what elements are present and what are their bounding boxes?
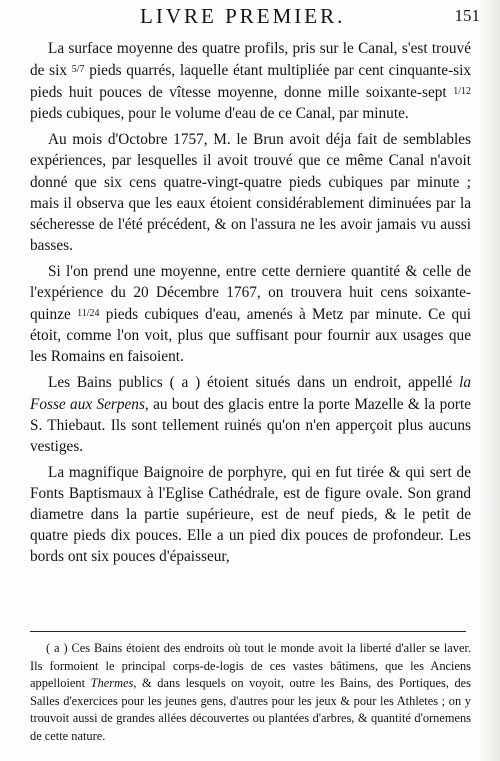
paragraph-4-text-a: Les Bains publics ( a ) étoient situés dans un endroit, appellé [48,374,453,392]
paragraph-1-text-c: pieds cubiques, pour le volume d'eau de ce Canal, par minute. [30,105,409,123]
footnote-text-a: ( a ) Ces Bains étoient des endroits où tout le monde avoit la liberté d'aller se laver. Ils formoient le principal corps-de-logis de ces vastes bâtimens, que les Anciens appelloient [30,641,471,690]
page-number: 151 [454,6,480,25]
footnote-italic-term: Thermes [90,676,134,690]
paragraph-4-text-b: , au bout des glacis entre la porte Mazelle & la porte S. Thiebaut. Ils sont tellement ruinés qu'on n'en apperçoit plus aucuns vestiges. [30,395,472,455]
footnote [30,640,471,745]
paragraph-5: La magnifique Baignoire de porphyre, qui en fut tirée & qui sert de Fonts Baptismaux à l'Eglise Cathédrale, est de figure ovale. Son grand diametre dans la partie supérieure, est de neuf pieds, & le petit de quatre pieds dix pouces. Elle a un pied dix pouces de profondeur. Les bords ont six pouces d'épaisseur, [30,463,471,566]
fraction-five-sevenths: 5/7 [71,64,85,76]
paragraph-3 [30,261,471,367]
body-text [30,38,471,572]
footnote-divider [30,631,466,632]
paragraph-1-text-a: La surface moyenne des quatre profils, pris sur le Canal, s'est trouvé de six [30,40,471,80]
place-name-italic: la Fosse aux Serpens [30,374,471,413]
running-head: LIVRE PREMIER. [140,4,346,28]
page-header [30,4,480,34]
paragraph-1 [30,38,471,124]
paragraph-1-text-b: pieds quarrés, laquelle étant multipliée par cent cinquante-six pieds huit pouces de vîtesse moyenne, donne mille soixante-sept [30,62,472,102]
page-edge-shadow [478,0,500,761]
paragraph-3-text-b: pieds cubiques d'eau, amenés à Metz par minute. Ce qui étoit, comme l'on voit, plus que suffisant pour fournir aux usages que les Romains en faisoient. [30,306,471,366]
fraction-eleven-twentyfourths: 11/24 [77,308,100,320]
paragraph-4 [30,372,471,456]
paragraph-2: Au mois d'Octobre 1757, M. le Brun avoit déja fait de semblables expériences, par lesquelles il avoit trouvé que ce même Canal n'avoit donné que six cens quatre-vingt-quatre pieds cubiques par minute ; mais il observa que les eaux étoient considérablement diminuées par la sécheresse de l'été précédent, & on l'assura ne les avoir jamais vu aussi basses. [30,131,471,254]
footnote-text-b: , & dans lesquels on voyoit, outre les Bains, des Portiques, des Salles d'exercices pour les jeunes gens, d'autres pour les jeux & pour les Athletes ; on y trouvoit aussi de grandes allées découvertes ou plantées d'arbres, & quantité d'ornemens de cette nature. [30,676,471,743]
fraction-one-twelfth: 1/12 [453,86,471,98]
paragraph-3-text-a: Si l'on prend une moyenne, entre cette derniere quantité & celle de l'expérience du 20 Décembre 1767, on trouvera huit cens soixante-quinze [30,262,471,324]
